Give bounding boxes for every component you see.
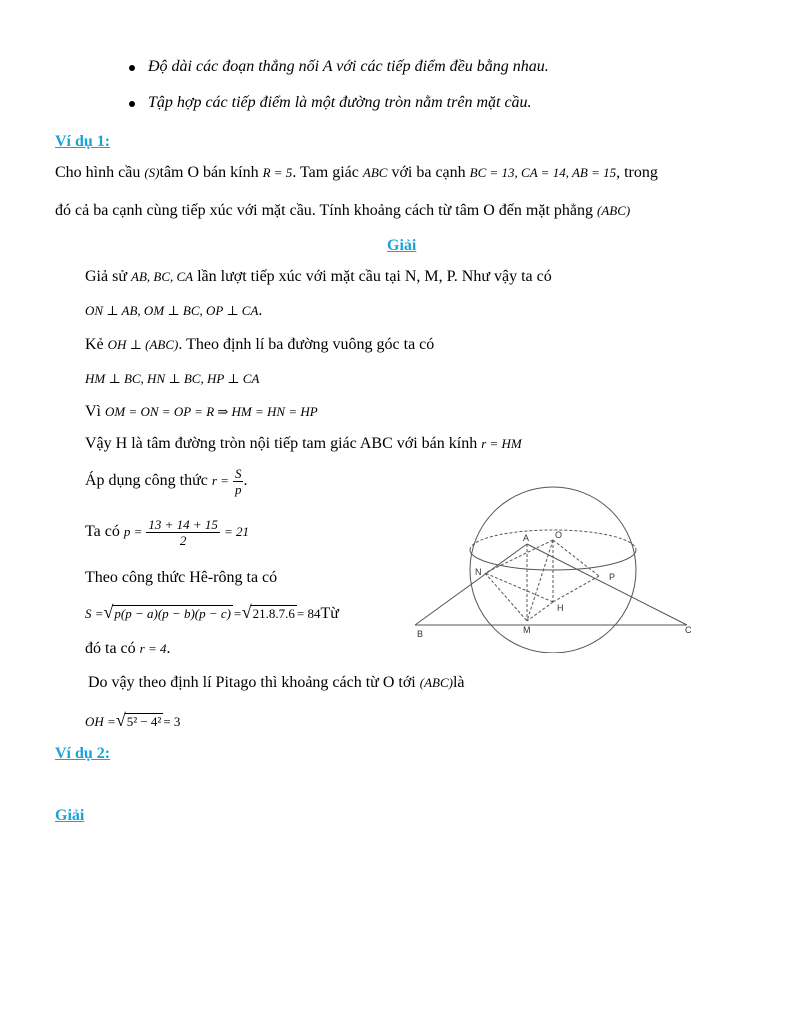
bullet-dot xyxy=(129,65,135,71)
example-heading: Ví dụ 2: xyxy=(55,745,111,762)
solution-line: Áp dụng công thức r = $\frac{S}{p}$ . xyxy=(85,466,248,497)
bullet-text: Tập hợp các tiếp điểm là một đường tròn nằm trên mặt cầu. xyxy=(148,94,532,111)
solution-heading: Giải xyxy=(387,237,417,254)
label-h: H xyxy=(557,603,564,613)
solution-line: Giả sử AB, BC, CA lần lượt tiếp xúc với mặt cầu tại N, M, P. Như vậy ta có xyxy=(85,268,552,285)
math: BC = 13, CA = 14, AB = 15 xyxy=(469,165,617,180)
math: R = 5 xyxy=(262,165,293,180)
label-p: P xyxy=(609,572,616,582)
fraction: $\frac{13 + 14 + 15}{2}$ xyxy=(148,517,218,548)
solution-line: Do vậy theo định lí Pitago thì khoảng cách từ O tới (ABC)là xyxy=(88,674,465,691)
problem-line-2: đó cả ba cạnh cùng tiếp xúc với mặt cầu. Tính khoảng cách từ tâm O đến mặt phẳng (ABC) xyxy=(55,202,631,219)
label-b: B xyxy=(417,629,424,639)
solution-line: đó ta có r = 4. xyxy=(85,640,171,657)
solution-line: Theo công thức Hê-rông ta có xyxy=(85,569,278,586)
math: (S) xyxy=(144,165,160,180)
math: ABC xyxy=(362,165,388,180)
problem-line-1: Cho hình cầu (S)tâm O bán kính R = 5. Tam giác ABC với ba cạnh BC = 13, CA = 14, AB = 15, trong xyxy=(55,164,658,181)
solution-heading: Giải xyxy=(55,807,85,824)
label-n: N xyxy=(475,567,482,577)
label-m: M xyxy=(523,625,531,635)
solution-line: Vì OM = ON = OP = R ⇒ HM = HN = HP xyxy=(85,403,318,420)
math: (ABC) xyxy=(597,203,631,218)
label-o: O xyxy=(555,530,563,540)
label-c: C xyxy=(685,625,692,635)
bullet-text: Độ dài các đoạn thẳng nối A với các tiếp điểm đều bằng nhau. xyxy=(148,58,549,75)
fraction: $\frac{S}{p}$ xyxy=(234,466,242,497)
solution-line: Vậy H là tâm đường tròn nội tiếp tam giác ABC với bán kính r = HM xyxy=(85,435,522,452)
example-heading: Ví dụ 1: xyxy=(55,133,111,150)
solution-line: HM ⊥ BC, HN ⊥ BC, HP ⊥ CA xyxy=(85,371,260,386)
label-a: A xyxy=(523,533,530,543)
solution-line: Kẻ OH ⊥ (ABC). Theo định lí ba đường vuông góc ta có xyxy=(85,336,435,353)
solution-line: OH =√5² − 4² = 3 xyxy=(85,710,181,730)
sphere-triangle-figure xyxy=(405,478,705,653)
solution-line: S =√p(p − a)(p − b)(p − c) =√21.8.7.6 = 84Từ xyxy=(85,602,339,622)
bullet-dot xyxy=(129,101,135,107)
solution-line: ON ⊥ AB, OM ⊥ BC, OP ⊥ CA. xyxy=(85,302,263,319)
solution-line: Ta có p = $\frac{13 + 14 + 15}{2}$ = 21 xyxy=(85,517,249,548)
triangle-side-ac xyxy=(527,544,687,625)
